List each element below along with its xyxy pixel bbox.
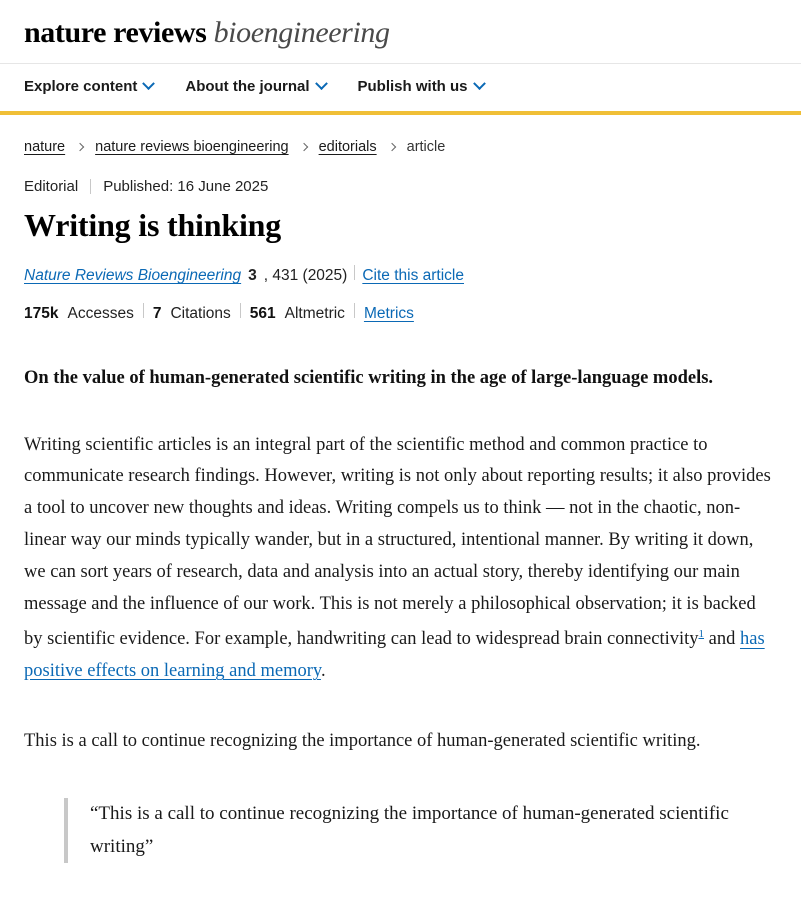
breadcrumb-item-article: article [406,139,446,155]
chevron-right-icon [76,143,84,151]
logo-word-bioengineering: bioengineering [213,16,390,49]
logo-word-reviews: reviews [113,16,207,49]
nav-item-publish-with-us[interactable] [358,78,484,95]
article-published-date: Published: 16 June 2025 [103,178,269,195]
altmetric-count: 561 [249,304,276,322]
primary-navigation [0,64,801,115]
citation-volume: 3 [248,266,257,284]
altmetric-label: Altmetric [284,304,345,322]
nav-item-explore-content[interactable] [24,78,153,95]
chevron-right-icon [299,143,307,151]
divider [143,303,144,318]
breadcrumb-item-editorials[interactable]: editorials [318,139,377,155]
divider [354,265,355,280]
cite-this-article-link[interactable]: Cite this article [362,266,464,284]
breadcrumb [0,115,801,155]
pull-quote [64,798,737,863]
article-stats [24,303,777,323]
chevron-down-icon [473,77,486,90]
breadcrumb-item-nature[interactable]: nature [24,139,66,155]
article-container [0,178,801,863]
accesses-count: 175k [24,304,59,322]
inline-external-link[interactable]: has positive effects on learning and memory [24,629,765,682]
chevron-down-icon [315,77,328,90]
article-paragraph-1 [24,430,777,689]
divider [354,303,355,318]
accesses-label: Accesses [67,304,134,322]
pull-quote-text: “This is a call to continue recognizing the importance of human-generated scientific writing” [90,803,729,857]
journal-name-link[interactable]: Nature Reviews Bioengineering [24,266,242,284]
page-title: Writing is thinking [24,207,282,243]
reference-link-1[interactable]: 1 [698,628,705,641]
nav-item-about-the-journal[interactable] [185,78,325,95]
citation-row [24,265,777,285]
nav-item-label: Explore content [24,78,138,95]
article-standfirst: On the value of human-generated scientific writing in the age of large-language models. [24,367,714,388]
paragraph-text-c: . [320,661,326,682]
divider [90,179,91,194]
logo-word-nature: nature [24,16,107,49]
paragraph-text-b: and [704,629,740,650]
article-type: Editorial [24,178,79,195]
article-meta [24,178,777,195]
article-paragraph-2: This is a call to continue recognizing the importance of human-generated scientific writing. [24,731,701,752]
citations-label: Citations [170,304,231,322]
chevron-right-icon [387,143,395,151]
divider [240,303,241,318]
breadcrumb-item-journal[interactable]: nature reviews bioengineering [95,139,289,155]
journal-logo[interactable] [24,16,777,49]
chevron-down-icon [142,77,155,90]
metrics-link[interactable]: Metrics [363,304,414,322]
citations-count: 7 [152,304,162,322]
nav-item-label: Publish with us [357,78,468,95]
citation-pages-year: , 431 (2025) [263,266,348,284]
paragraph-text-a: Writing scientific articles is an integral part of the scientific method and common practice to communicate research findings. However, writing is not only about reporting results; it also provides a tool to uncover new thoughts and ideas. Writing compels us to think — not in the chaotic, non-linear way our minds typically wander, but in a structured, intentional manner. By writing it down, we can sort years of research, data and analysis into an actual story, thereby identifying our main message and the influence of our work. This is not merely a philosophical observation; it is backed by scientific evidence. For example, handwriting can lead to widespread brain connectivity [24,434,771,650]
site-masthead [0,0,801,64]
nav-item-label: About the journal [185,78,310,95]
